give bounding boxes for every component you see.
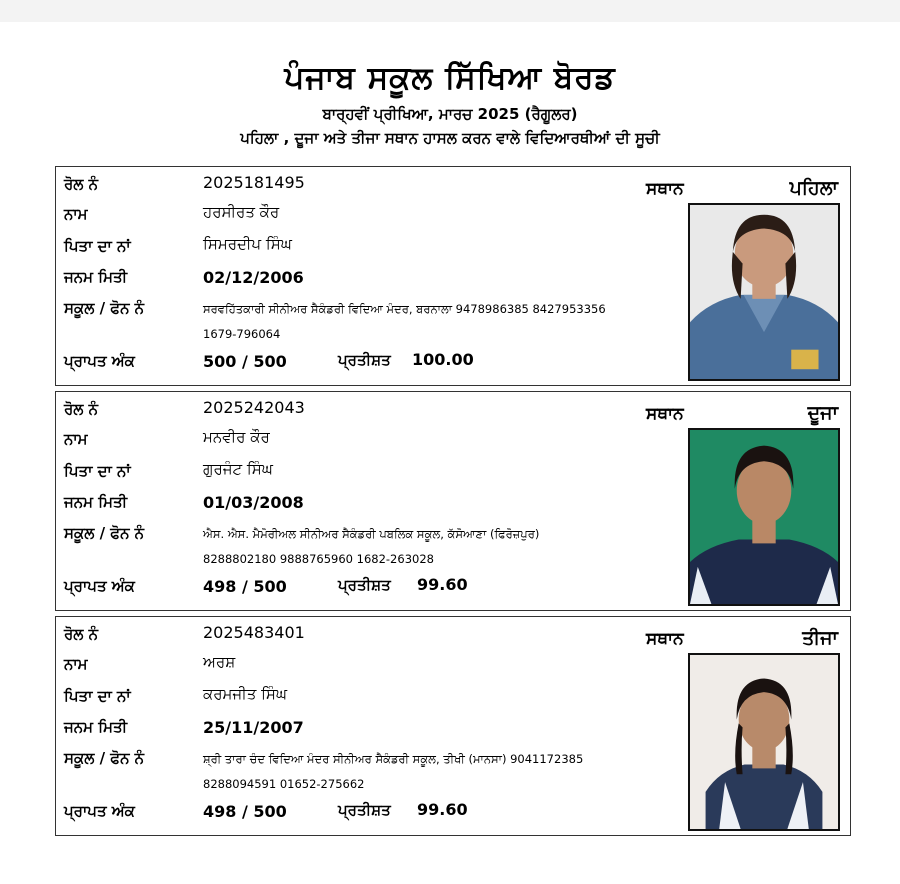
rank-label: ਸਥਾਨ xyxy=(646,179,684,199)
exam-subtitle: ਬਾਰ੍ਹਵੀਂ ਪ੍ਰੀਖਿਆ, ਮਾਰਚ 2025 (ਰੈਗੂਲਰ) xyxy=(322,105,578,123)
roll-value: 2025242043 xyxy=(203,398,305,417)
school-label: ਸਕੂਲ / ਫੋਨ ਨੰ xyxy=(64,749,145,767)
school-line1: ਸਰਵਹਿੱਤਕਾਰੀ ਸੀਨੀਅਰ ਸੈਕੰਡਰੀ ਵਿਦਿਆ ਮੰਦਰ, ਬਰਨਾਲਾ 9478986385 8427953356 xyxy=(203,302,606,316)
student-card-3 xyxy=(55,616,851,836)
student-photo xyxy=(688,653,840,831)
marks-label: ਪ੍ਰਾਪਤ ਅੰਕ xyxy=(64,352,135,370)
list-subtitle: ਪਹਿਲਾ , ਦੂਜਾ ਅਤੇ ਤੀਜਾ ਸਥਾਨ ਹਾਸਲ ਕਰਨ ਵਾਲੇ ਵਿਦਿਆਰਥੀਆਂ ਦੀ ਸੂਚੀ xyxy=(240,129,660,147)
father-value: ਗੁਰਜੰਟ ਸਿੰਘ xyxy=(203,460,273,478)
school-line2: 8288802180 9888765960 1682-263028 xyxy=(203,552,434,566)
percent-value: 100.00 xyxy=(412,350,474,369)
roll-label: ਰੋਲ ਨੰ xyxy=(64,400,99,418)
marks-value: 498 / 500 xyxy=(203,802,287,821)
percent-label: ਪ੍ਰਤੀਸ਼ਤ xyxy=(338,801,391,819)
percent-value: 99.60 xyxy=(417,800,468,819)
marks-value: 498 / 500 xyxy=(203,577,287,596)
rank-value: ਪਹਿਲਾ xyxy=(789,177,838,199)
marks-label: ਪ੍ਰਾਪਤ ਅੰਕ xyxy=(64,802,135,820)
school-line2: 1679-796064 xyxy=(203,327,281,341)
rank-label: ਸਥਾਨ xyxy=(646,629,684,649)
board-title: ਪੰਜਾਬ ਸਕੂਲ ਸਿੱਖਿਆ ਬੋਰਡ xyxy=(284,60,616,96)
marks-label: ਪ੍ਰਾਪਤ ਅੰਕ xyxy=(64,577,135,595)
marks-value: 500 / 500 xyxy=(203,352,287,371)
percent-label: ਪ੍ਰਤੀਸ਼ਤ xyxy=(338,351,391,369)
student-photo xyxy=(688,203,840,381)
name-label: ਨਾਮ xyxy=(64,430,88,448)
school-line1: ਐਸ. ਐਸ. ਮੈਮੋਰੀਅਲ ਸੀਨੀਅਰ ਸੈਕੰਡਰੀ ਪਬਲਿਕ ਸਕੂਲ, ਕੱਸੋਆਣਾ (ਫਿਰੋਜ਼ਪੁਰ) xyxy=(203,527,540,541)
father-value: ਕਰਮਜੀਤ ਸਿੰਘ xyxy=(203,685,288,703)
rank-label: ਸਥਾਨ xyxy=(646,404,684,424)
school-label: ਸਕੂਲ / ਫੋਨ ਨੰ xyxy=(64,524,145,542)
dob-value: 25/11/2007 xyxy=(203,718,304,737)
percent-label: ਪ੍ਰਤੀਸ਼ਤ xyxy=(338,576,391,594)
top-bar xyxy=(0,0,900,22)
dob-label: ਜਨਮ ਮਿਤੀ xyxy=(64,268,128,286)
roll-label: ਰੋਲ ਨੰ xyxy=(64,175,99,193)
dob-label: ਜਨਮ ਮਿਤੀ xyxy=(64,718,128,736)
father-label: ਪਿਤਾ ਦਾ ਨਾਂ xyxy=(64,687,131,705)
father-value: ਸਿਮਰਦੀਪ ਸਿੰਘ xyxy=(203,235,292,253)
student-card-1 xyxy=(55,166,851,386)
student-photo xyxy=(688,428,840,606)
school-line1: ਸ਼੍ਰੀ ਤਾਰਾ ਚੰਦ ਵਿਦਿਆ ਮੰਦਰ ਸੀਨੀਅਰ ਸੈਕੰਡਰੀ ਸਕੂਲ, ਤੀਖੀ (ਮਾਨਸਾ) 9041172385 xyxy=(203,752,584,766)
dob-label: ਜਨਮ ਮਿਤੀ xyxy=(64,493,128,511)
roll-value: 2025181495 xyxy=(203,173,305,192)
school-line2: 8288094591 01652-275662 xyxy=(203,777,365,791)
percent-value: 99.60 xyxy=(417,575,468,594)
father-label: ਪਿਤਾ ਦਾ ਨਾਂ xyxy=(64,237,131,255)
name-value: ਹਰਸੀਰਤ ਕੌਰ xyxy=(203,203,280,221)
rank-value: ਦੂਜਾ xyxy=(807,402,838,424)
dob-value: 02/12/2006 xyxy=(203,268,304,287)
father-label: ਪਿਤਾ ਦਾ ਨਾਂ xyxy=(64,462,131,480)
name-label: ਨਾਮ xyxy=(64,655,88,673)
name-label: ਨਾਮ xyxy=(64,205,88,223)
roll-label: ਰੋਲ ਨੰ xyxy=(64,625,99,643)
dob-value: 01/03/2008 xyxy=(203,493,304,512)
name-value: ਅਰਸ਼ xyxy=(203,653,236,671)
school-label: ਸਕੂਲ / ਫੋਨ ਨੰ xyxy=(64,299,145,317)
document-header xyxy=(0,58,900,148)
student-card-2 xyxy=(55,391,851,611)
roll-value: 2025483401 xyxy=(203,623,305,642)
rank-value: ਤੀਜਾ xyxy=(802,627,838,649)
name-value: ਮਨਵੀਰ ਕੌਰ xyxy=(203,428,270,446)
